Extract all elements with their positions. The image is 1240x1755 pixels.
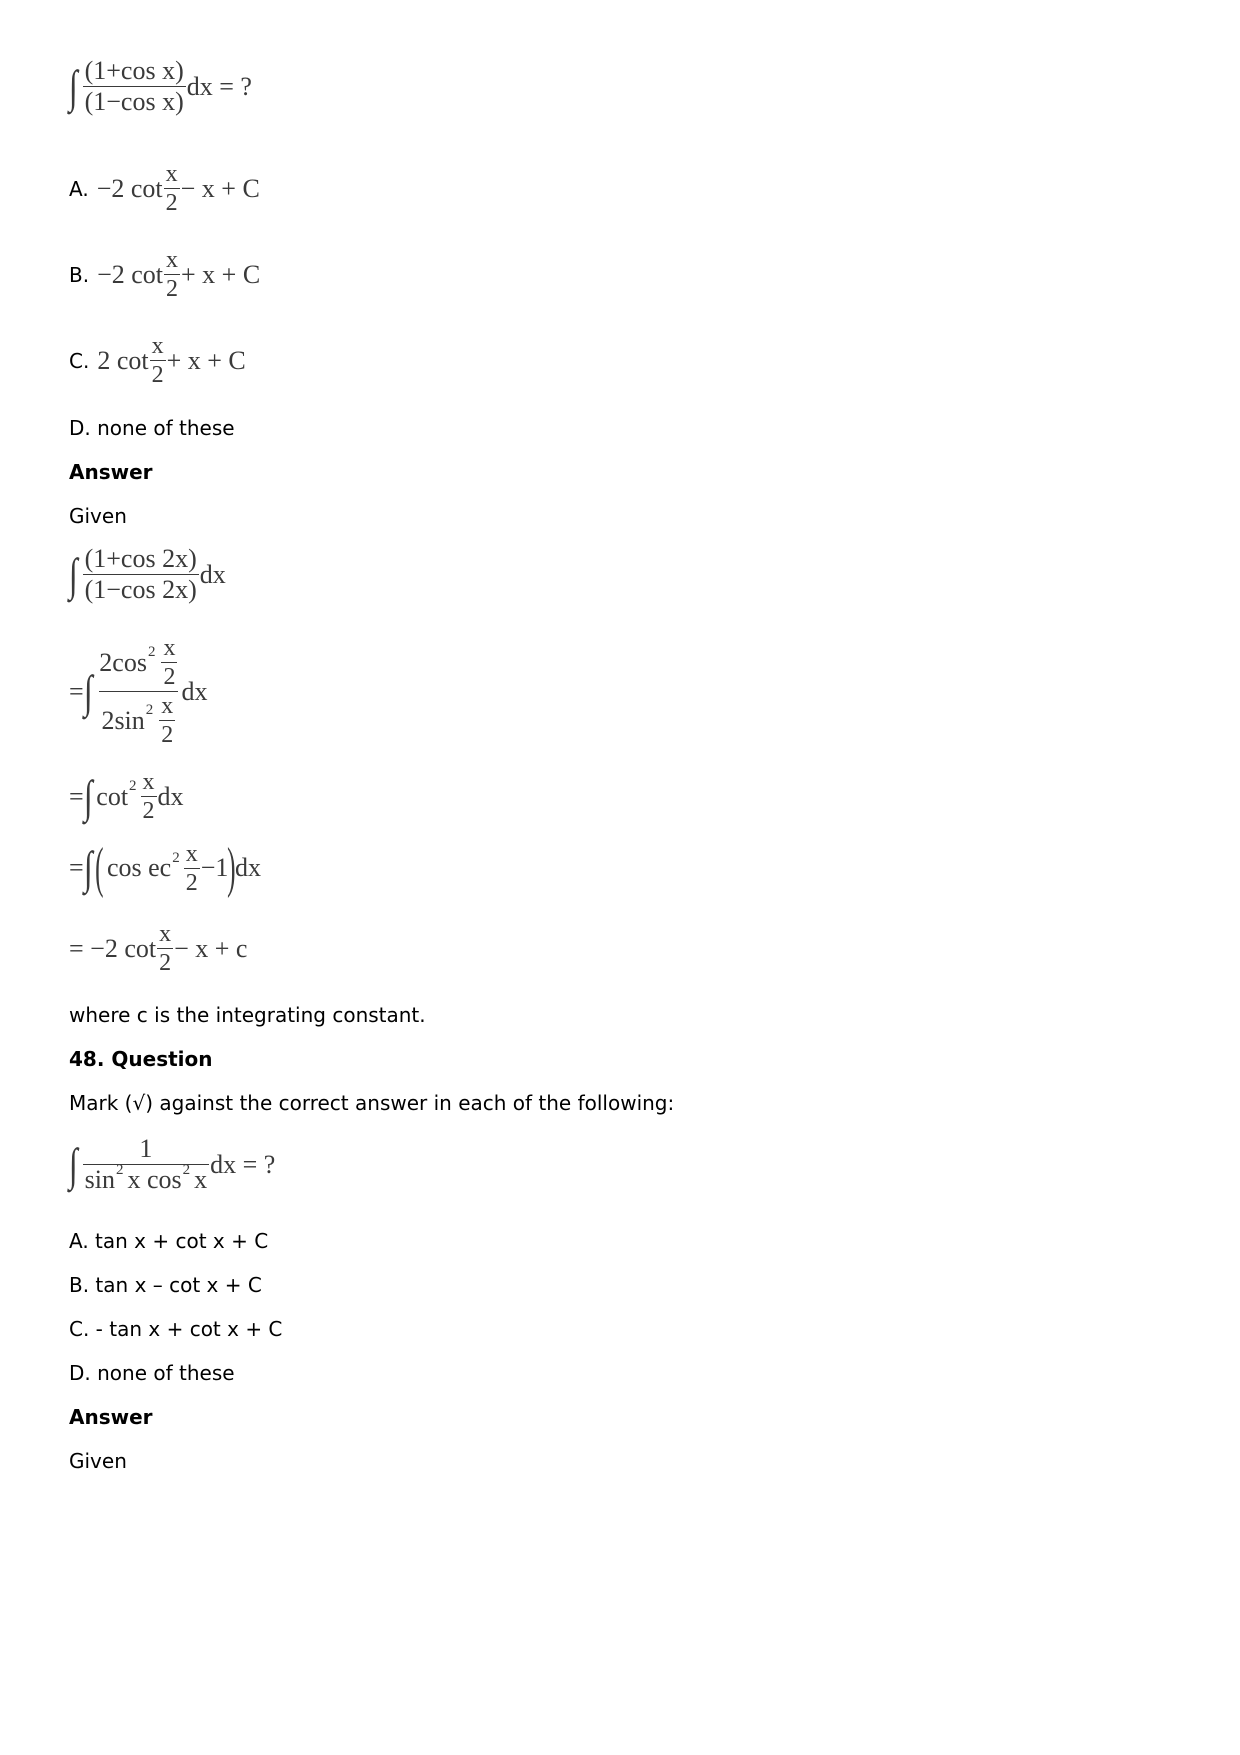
result-post: − x + c xyxy=(174,933,248,963)
solution-step-2 xyxy=(69,636,207,747)
equals-sign: = xyxy=(69,781,84,811)
integral-suffix: dx = ? xyxy=(186,71,252,101)
solution-step-5 xyxy=(69,922,247,975)
q48-question-integral xyxy=(69,1136,275,1193)
denominator: (1−cos x) xyxy=(84,87,184,116)
denominator: 2 xyxy=(142,798,155,824)
fraction xyxy=(157,922,173,975)
denominator: 2 xyxy=(161,722,174,748)
integral-suffix: dx xyxy=(235,853,262,882)
integral-sign: ∫ xyxy=(83,842,93,893)
q47-option-c xyxy=(69,334,246,387)
q47-option-d: D. none of these xyxy=(69,416,235,440)
solution-step-3 xyxy=(69,770,184,823)
solution-step-1 xyxy=(69,546,226,603)
function-name: cot xyxy=(96,781,129,811)
inner-fraction xyxy=(161,636,177,689)
numerator: 1 xyxy=(139,1134,153,1163)
denominator: 2 xyxy=(166,276,179,302)
exponent: 2 xyxy=(172,849,180,866)
fraction xyxy=(83,546,199,603)
fraction xyxy=(141,770,157,823)
exponent: 2 xyxy=(182,1161,191,1178)
option-expr-pre: −2 cot xyxy=(96,173,163,203)
numerator: (1+cos 2x) xyxy=(84,544,197,573)
given-label: Given xyxy=(69,1449,127,1473)
denominator: 2 xyxy=(151,362,164,388)
equals-prefix: = −2 cot xyxy=(69,933,157,963)
exponent: 2 xyxy=(129,778,137,794)
den-sin: sin xyxy=(84,1165,115,1194)
integral-suffix: dx = ? xyxy=(210,1149,276,1179)
option-expr-pre: 2 cot xyxy=(97,345,149,375)
denominator xyxy=(99,691,178,747)
den-x: x xyxy=(194,1165,208,1194)
equals-sign: = xyxy=(69,676,84,706)
conclusion-text: where c is the integrating constant. xyxy=(69,1003,426,1027)
option-label: C. xyxy=(69,348,90,373)
fraction xyxy=(164,162,180,215)
question-instruction: Mark (√) against the correct answer in each of the following: xyxy=(69,1091,675,1115)
option-label: A. xyxy=(69,176,89,201)
q48-option-d: D. none of these xyxy=(69,1361,235,1385)
answer-heading: Answer xyxy=(69,1405,153,1429)
numerator: x xyxy=(185,840,198,867)
integral-sign: ∫ xyxy=(68,1138,78,1190)
den-coef: 2sin xyxy=(101,705,145,735)
option-label: B. xyxy=(69,262,90,287)
q48-option-c: C. - tan x + cot x + C xyxy=(69,1317,283,1341)
option-expr-post: − x + C xyxy=(180,173,260,203)
fraction xyxy=(164,248,180,301)
fraction xyxy=(97,636,180,747)
fraction xyxy=(83,1136,210,1193)
numerator: x xyxy=(165,161,178,187)
denominator: 2 xyxy=(165,190,178,216)
q47-question-integral xyxy=(69,58,252,115)
answer-heading: Answer xyxy=(69,460,153,484)
question-heading: 48. Question xyxy=(69,1047,213,1071)
inner-fraction xyxy=(159,694,175,747)
exponent: 2 xyxy=(115,1161,124,1178)
given-label: Given xyxy=(69,504,127,528)
numerator: x xyxy=(142,769,155,795)
numerator: x xyxy=(159,921,172,947)
integral-suffix: dx xyxy=(157,781,184,811)
exponent: 2 xyxy=(147,644,156,660)
minus-one: −1 xyxy=(200,853,229,882)
denominator: 2 xyxy=(185,869,198,896)
denominator: 2 xyxy=(159,950,172,976)
right-paren: ) xyxy=(227,837,236,899)
q48-option-a: A. tan x + cot x + C xyxy=(69,1229,269,1253)
q47-option-b xyxy=(69,248,260,301)
numerator: x xyxy=(161,693,174,719)
integral-sign: ∫ xyxy=(68,60,78,112)
option-expr-pre: −2 cot xyxy=(97,259,164,289)
integral-sign: ∫ xyxy=(83,665,93,717)
function-name: cos ec xyxy=(106,853,172,882)
integral-suffix: dx xyxy=(199,559,226,589)
option-expr-post: + x + C xyxy=(166,345,246,375)
integral-suffix: dx xyxy=(181,676,208,706)
left-paren: ( xyxy=(95,837,104,899)
denominator xyxy=(83,1161,210,1194)
exponent: 2 xyxy=(145,702,154,718)
numerator: x xyxy=(163,635,176,661)
num-coef: 2cos xyxy=(99,647,147,677)
den-mid: x cos xyxy=(127,1165,182,1194)
denominator: (1−cos 2x) xyxy=(84,575,197,604)
fraction xyxy=(184,842,200,895)
equals-sign: = xyxy=(69,853,84,882)
q48-option-b: B. tan x – cot x + C xyxy=(69,1273,262,1297)
numerator xyxy=(97,636,180,691)
integral-sign: ∫ xyxy=(68,548,78,600)
option-expr-post: + x + C xyxy=(181,259,261,289)
numerator: (1+cos x) xyxy=(84,56,184,85)
q47-option-a xyxy=(69,162,260,215)
integral-sign: ∫ xyxy=(83,770,93,822)
numerator: x xyxy=(166,247,179,273)
fraction xyxy=(150,334,166,387)
solution-step-4 xyxy=(69,837,262,899)
fraction xyxy=(83,58,186,115)
numerator: x xyxy=(151,333,164,359)
denominator: 2 xyxy=(163,664,176,690)
